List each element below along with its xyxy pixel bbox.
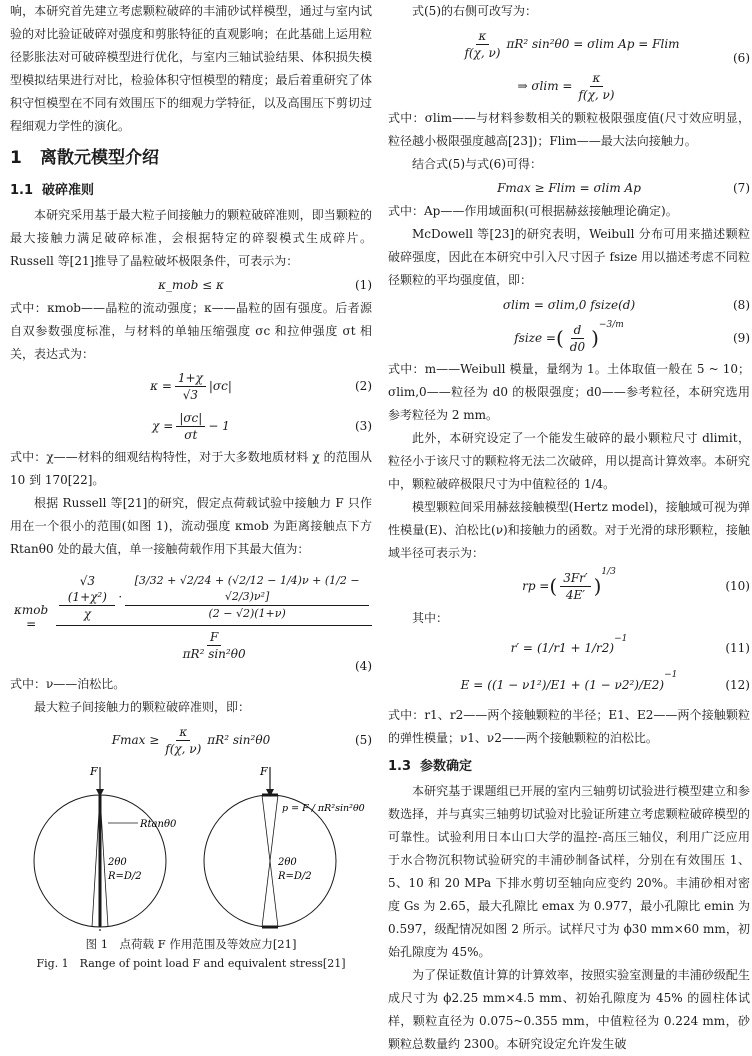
- eq6-number: (6): [733, 51, 750, 65]
- paragraph-weibull-def: 式中：m——Weibull 模量，量纲为 1。土体取值一般在 5 ~ 10；σlim,0——粒径为 d0 的极限强度；d0——参考粒径，本研究选用参考粒径为 2 mm。: [388, 362, 750, 422]
- eq5-number: (5): [355, 733, 372, 747]
- section-title: 离散元模型介绍: [40, 148, 159, 168]
- eq4-number: (4): [355, 659, 372, 673]
- eq10-number: (10): [725, 579, 750, 593]
- eq10-lhs: rp =: [522, 579, 550, 593]
- paragraph-mcdowell: McDowell 等[23]的研究表明，Weibull 分布可用来描述颗粒破碎强度，因此在本研究中引入尺寸因子 fsize 用以描述考虑不同粒径颗粒的平均强度值，即：: [388, 227, 750, 287]
- paragraph-dlimit: 此外，本研究设定了一个能发生破碎的最小颗粒尺寸 dlimit，粒径小于该尺寸的颗粒将无法二次破碎，用以提高计算效率。本研究中，颗粒破碎极限尺寸为中值粒径的 1/4。: [388, 431, 750, 491]
- eq4-c-numerator: F: [207, 629, 221, 646]
- equation-8: [388, 292, 750, 318]
- right-column: [388, 0, 750, 1056]
- equation-9: fsize = ( $\frac{d}{d0}$ ) $^{-3/m}$ (9): [514, 320, 750, 354]
- figure-1-diagram: [10, 761, 372, 931]
- eq6b-denominator: f(χ, ν): [578, 87, 615, 102]
- eq11-number: (11): [725, 641, 750, 655]
- paragraph-where: 其中：: [412, 611, 449, 625]
- equation-7: [388, 176, 750, 200]
- label-rtan: Rtanθ0: [140, 819, 177, 830]
- paragraph-max-contact: 最大粒子间接触力的颗粒破碎准则，即：: [34, 700, 251, 714]
- paragraph-kappa-def: 式中：κmob——晶粒的流动强度；κ——晶粒的固有强度。后者源自双参数强度标准，与材料的单轴压缩强度 σc 和拉伸强度 σt 相关，表达式为：: [10, 301, 372, 361]
- eq3-lhs: χ =: [152, 419, 174, 433]
- subsection-number: 1.3: [388, 759, 412, 774]
- label-radius-right: R=D/2: [278, 871, 312, 882]
- eq9-numerator: d: [571, 322, 585, 339]
- eq4-lhs: κmob =: [14, 603, 49, 631]
- paragraph-ap-def: 式中：Ap——作用域面积(可根据赫兹接触理论确定)。: [388, 204, 678, 218]
- label-pressure: p = F / πR²sin²θ0: [282, 803, 365, 814]
- eq6b-numerator: κ: [590, 70, 604, 87]
- eq4-a-denominator: χ: [83, 606, 91, 621]
- eq3-denominator: σt: [184, 427, 198, 442]
- subsection-title: 破碎准则: [42, 183, 95, 198]
- eq1-number: (1): [355, 278, 372, 292]
- paragraph-contact-def: 式中：r1、r2——两个接触颗粒的半径；E1、E2——两个接触颗粒的弹性模量；ν1、ν2——两个接触颗粒的泊松比。: [388, 708, 750, 745]
- paragraph-rewrite: 式(5)的右侧可改写为：: [412, 4, 537, 18]
- intro-paragraph: 响，本研究首先建立考虑颗粒破碎的丰浦砂试样模型，通过与室内试验的对比验证破碎对强度和剪胀特征的直观影响；在此基础上运用粒径影胀法对可破碎模型进行优化，与室内三轴试验结果、体积损失模型模拟结果进行对比，检验体积守恒模型的精度；最后着重研究了体积守恒模型在不同有效围压下的细观力学特征，以及高围压下剪切过程细观力学性的演化。: [10, 4, 372, 133]
- equation-10: rp = ( $\frac{3Fr'}{4E'}$ ) $^{1/3}$ (10): [522, 567, 750, 602]
- eq4-c-denominator: πR² sin²θ0: [182, 646, 246, 661]
- eq4-b-numerator: [3/32 + √2/24 + (√2/12 − 1/4)ν + (1/2 − √2/3)ν²]: [125, 573, 369, 606]
- paragraph-nu-def: 式中：ν——泊松比。: [10, 677, 126, 691]
- equation-3: [10, 406, 372, 446]
- eq5-tail: πR² sin²θ0: [207, 733, 271, 747]
- eq5-lhs: Fmax ≥: [111, 733, 160, 747]
- eq11-body: (1/r1 + 1/r2): [536, 641, 615, 655]
- paragraph-sigma-lim-def: 式中：σlim——与材料参数相关的颗粒极限强度值(尺寸效应明显，粒径越小极限强度越高[23])；Flim——最大法向接触力。: [388, 111, 750, 148]
- eq11-exponent: −1: [614, 634, 628, 644]
- eq3-numerator: |σc|: [176, 410, 205, 427]
- label-angle-right: 2θ0: [278, 857, 297, 868]
- figure-1: [10, 761, 372, 991]
- subsection-1-3-heading: [388, 754, 750, 780]
- equation-5: [10, 719, 372, 761]
- eq11-lhs: r′ =: [510, 641, 533, 655]
- eq9-exponent: −3/m: [598, 320, 624, 330]
- eq10-denominator: 4E′: [565, 587, 585, 602]
- paragraph-breakage-criterion: 本研究采用基于最大粒子间接触力的颗粒破碎准则，即当颗粒的最大接触力满足破碎标准，会根据特定的碎裂模式生成碎片。Russell 等[21]推导了晶粒破坏极限条件，可表示为：: [10, 208, 372, 268]
- paragraph-chi-def: 式中：χ——材料的细观结构特性，对于大多数地质材料 χ 的范围从 10 到 170[22]。: [10, 450, 372, 487]
- eq7-body: Fmax ≥ Flim = σlim Ap: [497, 181, 641, 195]
- eq4-a-numerator: √3 (1+χ²): [59, 573, 115, 606]
- eq2-lhs: κ =: [150, 379, 172, 393]
- equation-6a: [388, 23, 750, 65]
- figure-1-caption-cn: 图 1 点荷载 F 作用范围及等效应力[21]: [85, 937, 297, 951]
- equation-4: κmob = $\frac{\text{√3 (1+χ²)}}{\chi}$ · $\frac{\text{[3/32 + √2/24 + (√2/12 − 1/4)ν + (1/2 − √2/3)ν²]}}{(2 - √2)(1+\nu)}$ $\frac{F}{\text{πR² sin²θ0}}$ (4): [10, 561, 372, 673]
- paragraph-efficiency: 为了保证数值计算的计算效率，按照实验室测量的丰浦砂级配生成尺寸为 ϕ2.25 mm×4.5 mm、初始孔隙度为 45% 的圆柱体试样，颗粒直径为 0.075~0.355 mm，中值粒径为 0.224 mm，砂颗粒总数量约 2300。本研究设定允许发生破: [388, 968, 750, 1051]
- paragraph-hertz: 模型颗粒间采用赫兹接触模型(Hertz model)，接触域可视为弹性模量(E)、泊松比(ν)和接触力的函数。对于光滑的球形颗粒，接触域半径可表示为：: [388, 500, 750, 560]
- eq12-exponent: −1: [664, 670, 678, 680]
- paragraph-russell: 根据 Russell 等[21]的研究，假定点荷载试验中接触力 F 只作用在一个很小的范围(如图 1)，流动强度 κmob 为距离接触点下方 Rtanθ0 处的最大值，单一接触荷载作用下其最大值为：: [10, 496, 372, 556]
- eq8-body: σlim = σlim,0 fsize(d): [502, 298, 636, 312]
- eq1-body: κ_mob ≤ κ: [158, 278, 224, 292]
- eq4-b-denominator: (2 − √2)(1+ν): [208, 606, 286, 620]
- label-radius-left: R=D/2: [108, 871, 142, 882]
- eq10-numerator: 3Fr′: [560, 570, 590, 587]
- subsection-1-1-heading: [10, 178, 372, 204]
- eq6b-lhs: ⇒ σlim =: [517, 79, 573, 93]
- label-F-right: F: [260, 765, 268, 778]
- eq6a-tail: πR² sin²θ0 = σlim Ap = Flim: [506, 37, 680, 51]
- equation-12: [388, 666, 750, 704]
- eq6a-denominator: f(χ, ν): [464, 45, 501, 60]
- eq3-tail: − 1: [208, 419, 230, 433]
- eq9-lhs: fsize =: [514, 331, 556, 345]
- section-1-heading: [10, 140, 372, 176]
- eq6a-numerator: κ: [476, 28, 490, 45]
- eq3-number: (3): [355, 419, 372, 433]
- eq2-number: (2): [355, 379, 372, 393]
- equation-1: [10, 273, 372, 297]
- label-F-left: F: [90, 765, 98, 778]
- eq12-number: (12): [725, 678, 750, 692]
- paragraph-parameters: 本研究基于课题组已开展的室内三轴剪切试验进行模型建立和参数选择，并与真实三轴剪切试验对比验证所建立考虑颗粒破碎模型的可靠性。试验利用日本山口大学的温控-高压三轴仪，利用广泛应用于水合物沉积物试验研究的丰浦砂制备试样，分别在有效围压 1、5、10 和 20 MPa 下排水剪切至轴向应变约 20%。丰浦砂相对密度 Gs 为 2.65，最大孔隙比 emax 为 0.977，最小孔隙比 emin 为 0.597，级配情况如图 2 所示。试样尺寸为 ϕ30 mm×60 mm，初始孔隙度为 45%。: [388, 784, 750, 959]
- eq10-exponent: 1/3: [601, 567, 616, 577]
- left-column: [10, 0, 372, 991]
- eq2-denominator: √3: [182, 387, 199, 402]
- eq7-number: (7): [733, 181, 750, 195]
- paragraph-combine: 结合式(5)与式(6)可得：: [412, 157, 542, 171]
- eq9-denominator: d0: [569, 339, 586, 354]
- eq2-tail: |σc|: [208, 379, 232, 393]
- eq5-numerator: κ: [176, 724, 190, 741]
- eq8-number: (8): [733, 298, 750, 312]
- figure-1-caption-en: Fig. 1 Range of point load F and equivalent stress[21]: [36, 957, 346, 970]
- label-angle-left: 2θ0: [108, 857, 127, 868]
- section-number: 1: [10, 148, 22, 168]
- subsection-number: 1.1: [10, 183, 34, 198]
- eq12-lhs: E =: [460, 678, 484, 692]
- equation-11: [388, 630, 750, 666]
- eq5-denominator: f(χ, ν): [165, 741, 202, 756]
- eq9-number: (9): [733, 331, 750, 345]
- eq2-numerator: 1+χ: [175, 370, 206, 387]
- subsection-title: 参数确定: [420, 759, 473, 774]
- eq12-body: ((1 − ν1²)/E1 + (1 − ν2²)/E2): [487, 678, 665, 692]
- equation-2: [10, 366, 372, 406]
